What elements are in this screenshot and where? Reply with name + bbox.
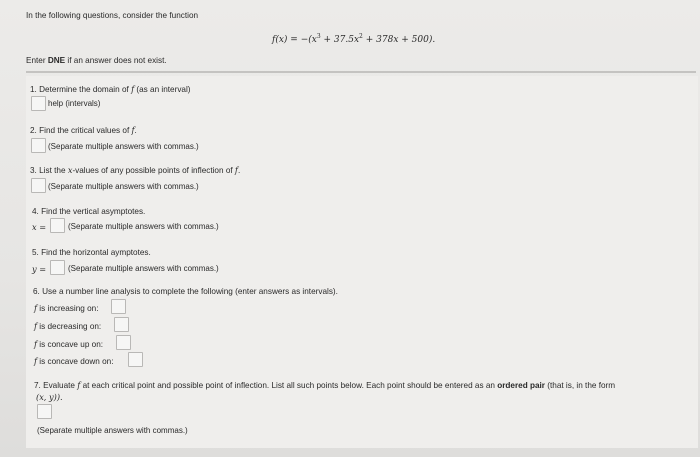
question-7-text: 7. Evaluate f at each critical point and possible point of inflection. List all such points below. Each point should be entered as an ordered pair (that is, in the form: [34, 380, 616, 390]
question-6-text: 6. Use a number line analysis to complete the following (enter answers as intervals).: [33, 287, 338, 296]
ordered-pairs-answer-box[interactable]: [37, 404, 52, 419]
question-5-hint: (Separate multiple answers with commas.): [68, 264, 219, 273]
concave-up-answer-box[interactable]: [116, 335, 131, 350]
function-exp-2: 2: [359, 33, 363, 40]
function-tail: + 378x + 500).: [362, 35, 436, 45]
critical-values-answer-box[interactable]: [31, 138, 46, 153]
function-formula: [272, 33, 435, 45]
function-lhs: f(x) = −(x: [272, 35, 317, 45]
decreasing-label: f is decreasing on:: [34, 321, 102, 331]
question-3-text: 3. List the x-values of any possible points of inflection of f.: [30, 165, 241, 175]
intro-text: In the following questions, consider the function: [26, 11, 199, 20]
vertical-asymptote-prefix: x =: [32, 222, 47, 232]
dne-note: Enter DNE if an answer does not exist.: [26, 56, 167, 65]
horizontal-asymptotes-answer-box[interactable]: [50, 260, 65, 275]
question-2-hint: (Separate multiple answers with commas.): [48, 142, 199, 151]
dne-keyword: DNE: [47, 56, 66, 65]
increasing-answer-box[interactable]: [111, 299, 126, 314]
question-2-text: 2. Find the critical values of f.: [30, 125, 137, 135]
function-mid: + 37.5x: [320, 35, 360, 45]
question-7-hint: (Separate multiple answers with commas.): [37, 426, 188, 435]
concave-up-label: f is concave up on:: [34, 339, 104, 349]
decreasing-answer-box[interactable]: [114, 317, 129, 332]
question-3-hint: (Separate multiple answers with commas.): [48, 182, 199, 191]
question-1-text: 1. Determine the domain of f (as an interval): [30, 84, 191, 94]
question-7-form: (x, y)).: [36, 392, 63, 402]
question-4-text: 4. Find the vertical asymptotes.: [32, 207, 146, 216]
question-4-hint: (Separate multiple answers with commas.): [68, 222, 219, 231]
concave-down-label: f is concave down on:: [34, 356, 114, 366]
function-exp-3: 3: [316, 33, 321, 40]
section-divider: [26, 71, 696, 73]
domain-answer-box[interactable]: [31, 96, 46, 111]
concave-down-answer-box[interactable]: [128, 352, 143, 367]
help-intervals-link[interactable]: help (intervals): [48, 99, 101, 108]
vertical-asymptotes-answer-box[interactable]: [50, 218, 65, 233]
increasing-label: f is increasing on:: [34, 303, 99, 313]
question-5-text: 5. Find the horizontal aymptotes.: [32, 248, 151, 257]
horizontal-asymptote-prefix: y =: [32, 264, 47, 274]
inflection-answer-box[interactable]: [31, 178, 46, 193]
